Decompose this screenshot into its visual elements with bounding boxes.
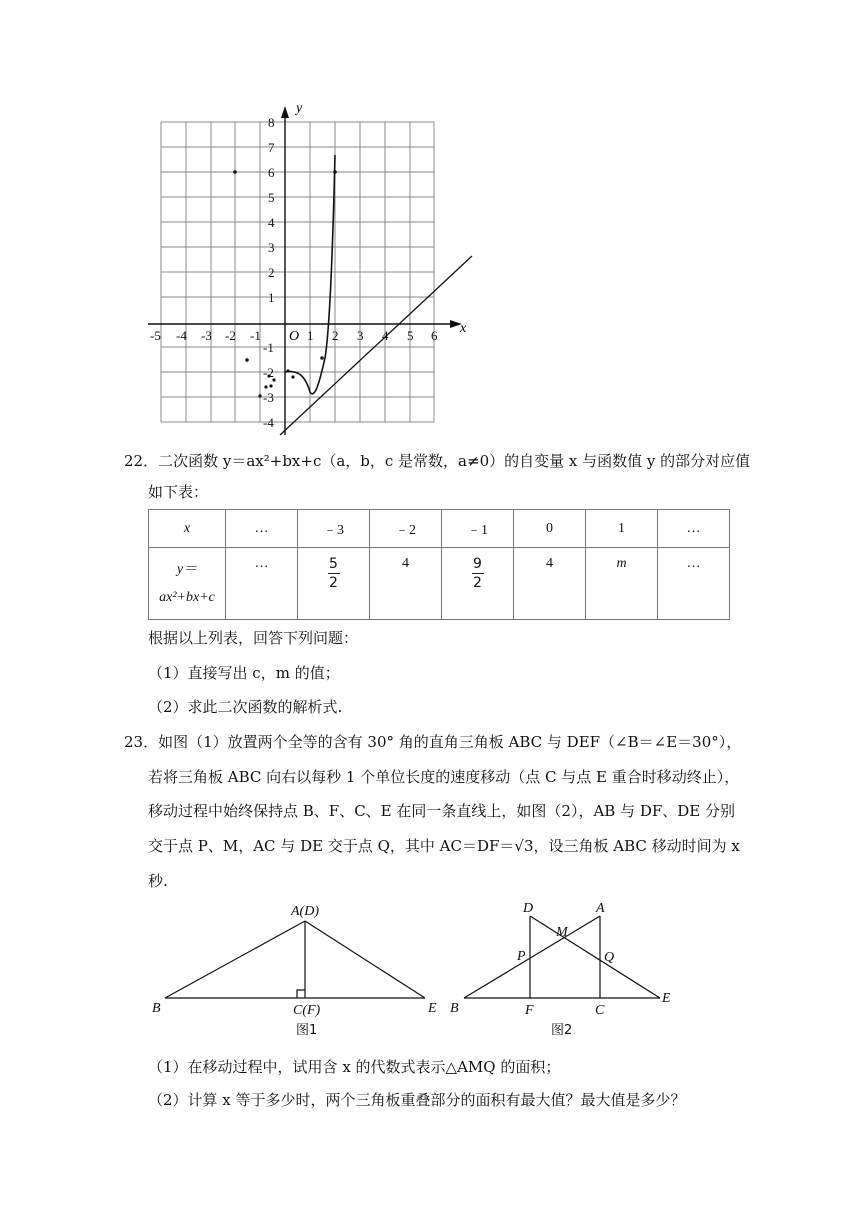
y-tick: 3	[268, 240, 275, 255]
q22-part2: （2）求此二次函数的解析式.	[148, 698, 343, 716]
label-e: E	[662, 991, 671, 1006]
label-q: Q	[604, 950, 615, 965]
right-angle-mark	[297, 990, 305, 998]
straight-line	[280, 256, 472, 435]
x-tick: -5	[150, 328, 161, 343]
x-tick: -3	[201, 328, 212, 343]
fraction	[328, 556, 340, 591]
label-e: E	[428, 1001, 437, 1016]
table-header-y-line1: y＝	[176, 561, 198, 577]
table-cell: ﹣3	[298, 510, 370, 548]
q23-line3: 移动过程中始终保持点 B、F、C、E 在同一条直线上，如图（2），AB 与 DF、DE 分别	[148, 802, 736, 820]
fraction-bar	[472, 573, 484, 574]
q22-part1: （1）直接写出 c，m 的值；	[148, 664, 340, 682]
coordinate-graph	[140, 100, 480, 440]
q22-intro-continued: 如下表：	[148, 483, 209, 501]
y-tick: -3	[263, 390, 274, 405]
figure-1-caption: 图1	[296, 1023, 318, 1038]
y-tick: 2	[268, 265, 275, 280]
table-row-x	[149, 510, 730, 548]
q23-part2: （2）计算 x 等于多少时，两个三角板重叠部分的面积有最大值？最大值是多少？	[148, 1091, 686, 1109]
figure-2	[448, 898, 688, 1040]
label-b: B	[450, 1001, 459, 1016]
table-header-y-line2: ax²+bx+c	[159, 589, 215, 605]
q23-line2: 若将三角板 ABC 向右以每秒 1 个单位长度的速度移动（点 C 与点 E 重合时移动终止），	[148, 768, 740, 786]
q23-part1: （1）在移动过程中，试用含 x 的代数式表示△AMQ 的面积；	[148, 1058, 561, 1076]
table-cell: …	[226, 548, 298, 620]
x-tick: 3	[357, 328, 364, 343]
y-axis-label: y	[296, 101, 303, 116]
segment-ae	[305, 921, 425, 998]
table-cell: 4	[370, 548, 442, 620]
fraction-denominator: 2	[329, 575, 338, 591]
q23-line5: 秒.	[148, 872, 168, 890]
value-table	[148, 509, 730, 620]
y-tick: 6	[268, 165, 275, 180]
label-f: F	[525, 1003, 534, 1018]
x-axis-label: x	[460, 321, 467, 336]
y-tick: 8	[268, 115, 275, 130]
segment-ba	[464, 916, 600, 998]
table-cell: …	[658, 548, 730, 620]
y-tick: 4	[268, 215, 275, 230]
segment-de	[530, 916, 660, 998]
y-tick: 1	[268, 290, 275, 305]
grid	[161, 122, 434, 422]
x-tick: -4	[176, 328, 187, 343]
x-tick: -2	[225, 328, 236, 343]
table-cell	[442, 548, 514, 620]
label-m: M	[556, 925, 568, 940]
y-tick: -2	[263, 365, 274, 380]
table-cell: 0	[514, 510, 586, 548]
table-cell: ﹣1	[442, 510, 514, 548]
x-tick: -1	[250, 328, 261, 343]
fraction	[472, 556, 484, 591]
table-row-y	[149, 548, 730, 620]
table-cell: m	[586, 548, 658, 620]
figure-2-caption: 图2	[551, 1023, 573, 1038]
fraction-numerator: 5	[329, 556, 338, 572]
segment-ba	[165, 921, 305, 998]
table-cell: …	[658, 510, 730, 548]
q22-prompt: 根据以上列表，回答下列问题：	[148, 629, 359, 647]
fraction-denominator: 2	[473, 575, 482, 591]
x-tick: 1	[307, 328, 314, 343]
origin-label: O	[289, 329, 300, 344]
table-cell: 4	[514, 548, 586, 620]
fraction-bar	[328, 573, 340, 574]
fraction-numerator: 9	[473, 556, 482, 572]
y-tick: -1	[263, 340, 274, 355]
label-p: P	[517, 949, 526, 964]
q23-line1: 23．如图（1）放置两个全等的含有 30° 角的直角三角板 ABC 与 DEF（∠B＝∠E＝30°），	[124, 733, 742, 751]
y-tick: 5	[268, 190, 275, 205]
label-a: A	[596, 901, 605, 916]
q23-line4: 交于点 P、M，AC 与 DE 交于点 Q，其中 AC＝DF＝√3，设三角板 ABC 移动时间为 x	[148, 837, 740, 855]
table-cell: 1	[586, 510, 658, 548]
y-tick: -4	[263, 415, 274, 430]
x-tick: 4	[382, 328, 389, 343]
y-axis-arrow	[281, 106, 289, 118]
q22-intro: 22．二次函数 y＝ax²+bx+c（a，b，c 是常数，a≠0）的自变量 x 与函数值 y 的部分对应值	[124, 452, 751, 470]
x-tick: 2	[332, 328, 339, 343]
label-a-d: A(D)	[291, 904, 319, 919]
x-tick: 6	[431, 328, 438, 343]
label-c-f: C(F)	[293, 1003, 321, 1018]
table-header-y	[149, 548, 226, 620]
label-b: B	[152, 1001, 161, 1016]
y-tick: 7	[268, 140, 275, 155]
label-c: C	[595, 1003, 605, 1018]
label-d: D	[523, 901, 534, 916]
table-cell: …	[226, 510, 298, 548]
x-tick: 5	[407, 328, 414, 343]
table-cell: ﹣2	[370, 510, 442, 548]
table-header-x: x	[149, 510, 226, 548]
table-cell	[298, 548, 370, 620]
figure-1	[150, 898, 460, 1040]
